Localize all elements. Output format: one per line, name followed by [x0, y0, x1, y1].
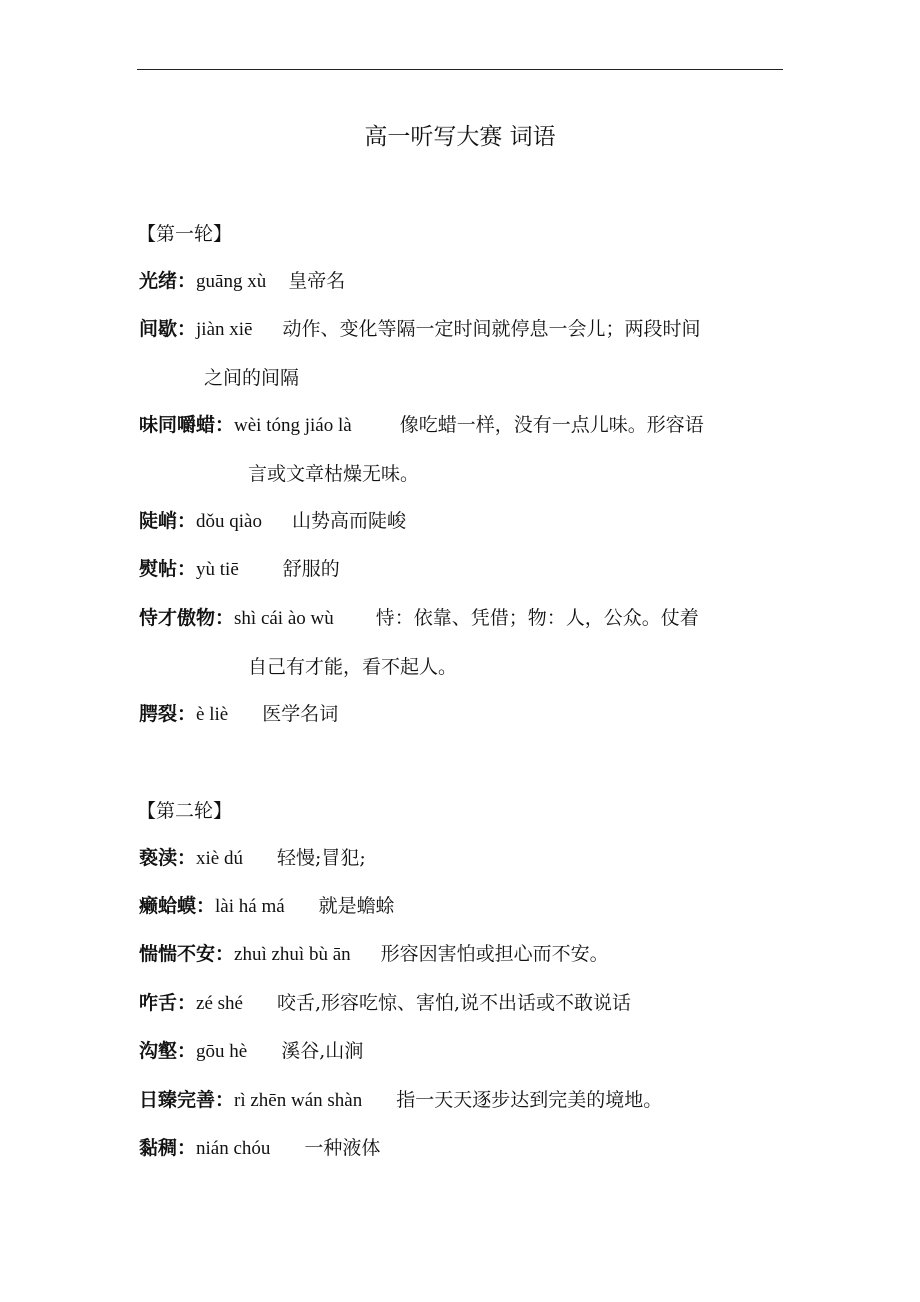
entry-pinyin: gōu hè [196, 1041, 248, 1062]
vocab-entry [139, 834, 784, 883]
entry-term: 熨帖： [139, 558, 197, 580]
entry-pinyin: è liè [196, 704, 229, 725]
entry-pinyin: yù tiē [196, 559, 239, 580]
vocab-entry [139, 257, 784, 306]
entry-definition: 动作、变化等隔一定时间就停息一会儿；两段时间 [282, 318, 701, 340]
entry-term: 光绪： [139, 270, 197, 292]
entry-term: 陡峭： [139, 510, 197, 532]
entry-term: 癞蛤蟆： [139, 895, 216, 917]
entry-pinyin: lài há má [215, 896, 285, 917]
entry-definition: 形容因害怕或担心而不安。 [380, 943, 609, 965]
entry-pinyin: dǒu qiào [196, 511, 262, 532]
vocab-entry [139, 545, 784, 594]
entry-term: 惴惴不安： [139, 943, 235, 965]
entry-definition: 恃：依靠、凭借；物：人，公众。仗着 [375, 607, 699, 629]
vocab-entry [139, 1076, 784, 1125]
entry-pinyin: xiè dú [196, 848, 243, 869]
entry-pinyin: zé shé [196, 993, 243, 1014]
round-heading: 【第一轮】 [137, 223, 233, 245]
entry-term: 黏稠： [139, 1137, 197, 1159]
entry-term: 间歇： [139, 318, 197, 340]
entry-term: 沟壑： [139, 1040, 197, 1062]
vocab-entry [139, 305, 784, 402]
entry-definition: 医学名词 [262, 703, 339, 725]
entry-pinyin: nián chóu [196, 1138, 271, 1159]
vocab-entry [139, 882, 784, 931]
entry-pinyin: jiàn xiē [196, 319, 253, 340]
vocab-entry [139, 594, 784, 691]
entry-definition: 咬舌,形容吃惊、害怕,说不出话或不敢说话 [276, 992, 632, 1014]
entry-definition: 指一天天逐步达到完美的境地。 [396, 1089, 663, 1111]
entry-definition-cont: 自己有才能，看不起人。 [248, 656, 458, 678]
vocab-entry [139, 497, 784, 546]
entry-term: 味同嚼蜡： [139, 414, 235, 436]
vocab-entry [139, 690, 784, 739]
entry-pinyin: zhuì zhuì bù ān [234, 944, 351, 965]
entry-definition: 山势高而陡峻 [291, 510, 406, 532]
page-title: 高一听写大赛 词语 [364, 124, 556, 150]
header-rule [137, 69, 783, 70]
vocab-entry [139, 930, 784, 979]
entry-definition: 像吃蜡一样，没有一点儿味。形容语 [399, 414, 704, 436]
entry-term: 日臻完善： [139, 1089, 235, 1111]
entry-pinyin: rì zhēn wán shàn [234, 1090, 363, 1111]
entry-definition: 就是蟾蜍 [318, 895, 395, 917]
vocab-entry [139, 1124, 784, 1173]
entry-term: 亵渎： [139, 847, 197, 869]
entry-term: 腭裂： [139, 703, 197, 725]
entry-definition-cont: 言或文章枯燥无味。 [248, 463, 420, 485]
vocab-entry [139, 401, 784, 498]
vocab-entry [139, 979, 784, 1028]
entry-pinyin: guāng xù [196, 271, 267, 292]
vocab-entry [139, 1027, 784, 1076]
entry-pinyin: wèi tóng jiáo là [234, 415, 352, 436]
entry-definition: 一种液体 [304, 1137, 381, 1159]
entry-pinyin: shì cái ào wù [234, 608, 334, 629]
entry-definition: 溪谷,山涧 [281, 1040, 364, 1062]
entry-definition: 舒服的 [282, 558, 340, 580]
entry-term: 恃才傲物： [139, 607, 235, 629]
entry-definition: 轻慢;冒犯; [276, 847, 366, 869]
round-heading: 【第二轮】 [137, 800, 233, 822]
entry-term: 咋舌： [139, 992, 197, 1014]
entry-definition-cont: 之间的间隔 [204, 367, 300, 389]
entry-definition: 皇帝名 [288, 270, 346, 292]
